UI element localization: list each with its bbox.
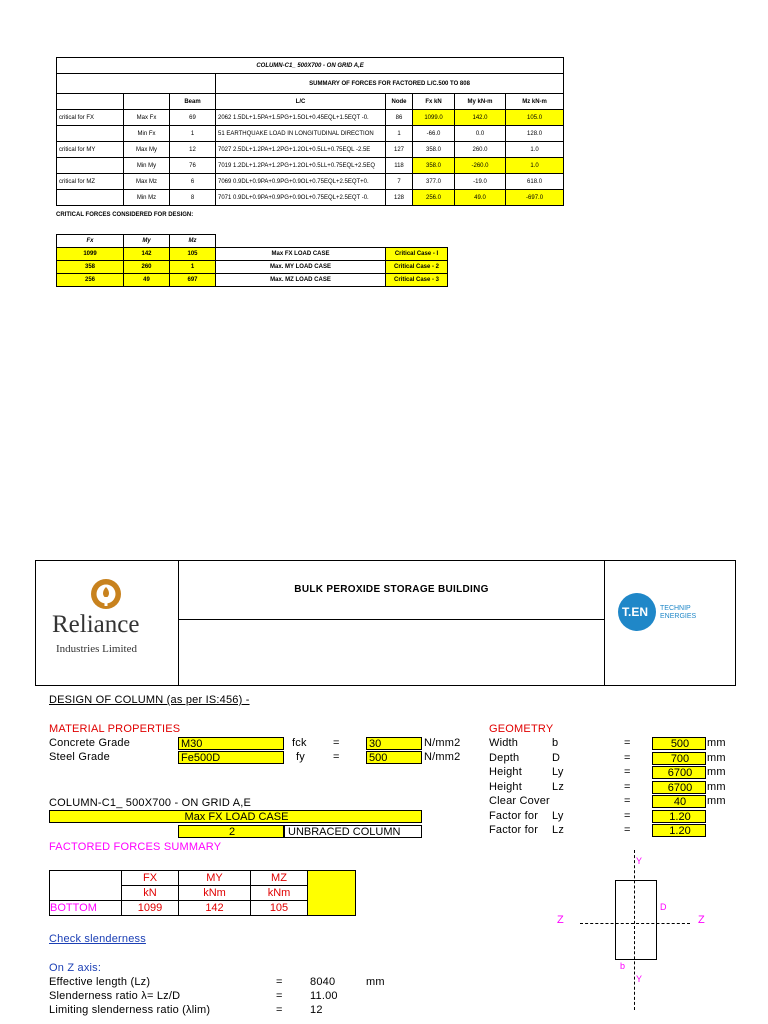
case-type-box: UNBRACED COLUMN xyxy=(284,825,422,838)
row-critical-label xyxy=(57,126,124,142)
geometry-label: Factor for xyxy=(489,824,539,836)
limiting-eq: = xyxy=(276,1004,283,1016)
effective-length-unit: mm xyxy=(366,976,385,988)
critical-load-label: Max. MZ LOAD CASE xyxy=(216,274,386,287)
header-beam: Beam xyxy=(170,94,216,110)
force-value-mz: 105 xyxy=(251,901,308,916)
row-mz: 128.0 xyxy=(506,126,564,142)
row-label-bottom: BOTTOM xyxy=(50,901,122,916)
row-type: Min Fx xyxy=(124,126,170,142)
geometry-eq: = xyxy=(624,780,631,793)
row-my: 0.0 xyxy=(455,126,506,142)
row-fx: -66.0 xyxy=(413,126,455,142)
critical-row xyxy=(57,261,448,274)
row-critical-label xyxy=(57,158,124,174)
concrete-grade-value[interactable]: M30 xyxy=(178,737,284,750)
geometry-value[interactable]: 1.20 xyxy=(652,824,706,837)
effective-length-eq: = xyxy=(276,976,283,988)
geometry-value[interactable]: 40 xyxy=(652,795,706,808)
z-left-label: Z xyxy=(557,914,564,926)
summary-title: COLUMN-C1_ 500X700 - ON GRID A,E xyxy=(57,58,564,74)
header-my: My kN-m xyxy=(455,94,506,110)
row-critical-label: critical for FX xyxy=(57,110,124,126)
material-title: MATERIAL PROPERTIES xyxy=(49,723,181,735)
company-subtitle: Industries Limited xyxy=(56,643,137,655)
axis-title: On Z axis: xyxy=(49,962,102,974)
reliance-emblem-icon xyxy=(89,577,123,611)
geometry-symbol: b xyxy=(552,737,559,749)
geometry-unit: mm xyxy=(707,766,726,778)
row-beam: 76 xyxy=(170,158,216,174)
y-top-label: Y xyxy=(636,856,643,866)
concrete-label: Concrete Grade xyxy=(49,737,131,749)
critical-load-label: Max. MY LOAD CASE xyxy=(216,261,386,274)
force-header-fx: FX xyxy=(122,871,179,886)
row-type: Max Fx xyxy=(124,110,170,126)
geometry-unit: mm xyxy=(707,795,726,807)
slenderness-value: 11.00 xyxy=(310,990,338,1002)
critical-case-label: Critical Case - 3 xyxy=(386,274,448,287)
technip-mark: T.EN xyxy=(622,605,649,619)
row-mz: -697.0 xyxy=(506,190,564,206)
critical-mz: 105 xyxy=(170,248,216,261)
critical-case-label: Critical Case - I xyxy=(386,248,448,261)
row-beam: 69 xyxy=(170,110,216,126)
row-my: 142.0 xyxy=(455,110,506,126)
force-value-my: 142 xyxy=(179,901,251,916)
row-type: Max Mz xyxy=(124,174,170,190)
geometry-label: Width xyxy=(489,737,519,749)
header-lc: L/C xyxy=(216,94,386,110)
y-bottom-label: Y xyxy=(636,974,643,984)
geometry-label: Height xyxy=(489,766,522,778)
row-load-combination: 7071 0.9DL+0.9PA+0.9PG+0.9OL+0.75EQL+2.5EQT -0. xyxy=(216,190,386,206)
geometry-unit: mm xyxy=(707,751,726,764)
row-mz: 1.0 xyxy=(506,158,564,174)
geometry-unit: mm xyxy=(707,737,726,749)
force-unit-my: kNm xyxy=(179,886,251,901)
fck-value[interactable]: 30 xyxy=(366,737,422,750)
row-my: 260.0 xyxy=(455,142,506,158)
row-mz: 1.0 xyxy=(506,142,564,158)
title-block xyxy=(35,560,736,686)
fck-unit: N/mm2 xyxy=(424,737,461,749)
row-fx: 377.0 xyxy=(413,174,455,190)
factored-forces-table xyxy=(49,870,356,916)
geometry-symbol: D xyxy=(552,751,561,764)
header-node: Node xyxy=(386,94,413,110)
effective-length-label: Effective length (Lz) xyxy=(49,976,151,988)
row-load-combination: 2062 1.5DL+1.5PA+1.5PG+1.5OL+0.45EQL+1.5EQT -0. xyxy=(216,110,386,126)
row-fx: 256.0 xyxy=(413,190,455,206)
geometry-value[interactable]: 700 xyxy=(652,752,706,765)
project-title: BULK PEROXIDE STORAGE BUILDING xyxy=(294,584,489,595)
reliance-logo xyxy=(36,561,178,685)
slenderness-eq: = xyxy=(276,990,283,1002)
force-unit-fx: kN xyxy=(122,886,179,901)
fy-eq: = xyxy=(333,751,340,763)
geometry-symbol: Ly xyxy=(552,809,564,822)
row-type: Max My xyxy=(124,142,170,158)
header-fx: Fx kN xyxy=(413,94,455,110)
row-fx: 358.0 xyxy=(413,158,455,174)
force-header-my: MY xyxy=(179,871,251,886)
summary-row xyxy=(57,174,564,190)
geometry-eq: = xyxy=(624,809,631,822)
critical-row xyxy=(57,248,448,261)
row-beam: 8 xyxy=(170,190,216,206)
fck-eq: = xyxy=(333,737,340,749)
critical-title: CRITICAL FORCES CONSIDERED FOR DESIGN: xyxy=(56,212,194,218)
geometry-label: Factor for xyxy=(489,809,539,822)
load-case-box[interactable]: Max FX LOAD CASE xyxy=(49,810,422,823)
row-critical-label xyxy=(57,190,124,206)
row-load-combination: 7027 2.5DL+1.2PA+1.2PG+1.2OL+0.5LL+0.75EQL -2.5E xyxy=(216,142,386,158)
row-my: -260.0 xyxy=(455,158,506,174)
critical-mz: 1 xyxy=(170,261,216,274)
case-number-box[interactable]: 2 xyxy=(178,825,284,838)
geometry-value[interactable]: 1.20 xyxy=(652,810,706,823)
critical-row xyxy=(57,274,448,287)
row-node: 128 xyxy=(386,190,413,206)
geometry-eq: = xyxy=(624,795,631,807)
geometry-eq: = xyxy=(624,766,631,778)
row-type: Min My xyxy=(124,158,170,174)
steel-label: Steel Grade xyxy=(49,751,110,763)
geometry-unit: mm xyxy=(707,780,726,793)
critical-my: 260 xyxy=(124,261,170,274)
row-critical-label: critical for MZ xyxy=(57,174,124,190)
design-title: DESIGN OF COLUMN (as per IS:456) - xyxy=(49,694,250,706)
critical-fx: 1099 xyxy=(57,248,124,261)
geometry-symbol: Lz xyxy=(552,824,565,836)
critical-load-label: Max FX LOAD CASE xyxy=(216,248,386,261)
width-label: b xyxy=(620,961,626,971)
critical-case-label: Critical Case - 2 xyxy=(386,261,448,274)
geometry-symbol: Ly xyxy=(552,766,564,778)
geometry-title: GEOMETRY xyxy=(489,723,554,735)
summary-subtitle: SUMMARY OF FORCES FOR FACTORED L/C.500 TO 808 xyxy=(216,74,564,94)
row-node: 118 xyxy=(386,158,413,174)
check-slenderness-link[interactable]: Check slenderness xyxy=(49,933,146,945)
row-fx: 1099.0 xyxy=(413,110,455,126)
summary-row xyxy=(57,158,564,174)
steel-grade-value[interactable]: Fe500D xyxy=(178,751,284,764)
column-section-rect xyxy=(615,880,657,960)
geometry-symbol: Lz xyxy=(552,780,565,793)
critical-my: 49 xyxy=(124,274,170,287)
geometry-eq: = xyxy=(624,824,631,836)
z-right-label: Z xyxy=(698,914,705,926)
geometry-value[interactable]: 6700 xyxy=(652,766,706,779)
force-unit-mz: kNm xyxy=(251,886,308,901)
geometry-value[interactable]: 6700 xyxy=(652,781,706,794)
row-beam: 6 xyxy=(170,174,216,190)
fy-unit: N/mm2 xyxy=(424,751,461,763)
depth-label: D xyxy=(660,902,667,912)
crit-header-my: My xyxy=(124,235,170,248)
section-diagram xyxy=(550,850,740,1020)
summary-row xyxy=(57,126,564,142)
row-fx: 358.0 xyxy=(413,142,455,158)
geometry-label: Depth xyxy=(489,751,520,764)
slenderness-label: Slenderness ratio λ= Lz/D xyxy=(49,990,181,1002)
column-label: COLUMN-C1_ 500X700 - ON GRID A,E xyxy=(49,797,252,809)
crit-header-fx: Fx xyxy=(57,235,124,248)
fck-label: fck xyxy=(292,737,307,749)
geometry-eq: = xyxy=(624,751,631,764)
row-node: 86 xyxy=(386,110,413,126)
forces-title: FACTORED FORCES SUMMARY xyxy=(49,841,222,853)
fy-label: fy xyxy=(296,751,305,763)
row-load-combination: 7019 1.2DL+1.2PA+1.2PG+1.2OL+0.5LL+0.75EQL+2.5EQ xyxy=(216,158,386,174)
row-load-combination: 7069 0.9DL+0.9PA+0.9PG+0.9OL+0.75EQL+2.5EQT+0. xyxy=(216,174,386,190)
row-mz: 618.0 xyxy=(506,174,564,190)
summary-row xyxy=(57,110,564,126)
summary-row xyxy=(57,142,564,158)
row-beam: 12 xyxy=(170,142,216,158)
geometry-eq: = xyxy=(624,737,631,749)
limiting-value: 12 xyxy=(310,1004,323,1016)
row-my: 49.0 xyxy=(455,190,506,206)
row-critical-label: critical for MY xyxy=(57,142,124,158)
row-node: 127 xyxy=(386,142,413,158)
row-my: -19.0 xyxy=(455,174,506,190)
row-type: Min Mz xyxy=(124,190,170,206)
geometry-value[interactable]: 500 xyxy=(652,737,706,750)
row-load-combination: 51 EARTHQUAKE LOAD IN LONGITUDINAL DIRECTION xyxy=(216,126,386,142)
crit-header-mz: Mz xyxy=(170,235,216,248)
summary-row xyxy=(57,190,564,206)
row-node: 1 xyxy=(386,126,413,142)
row-node: 7 xyxy=(386,174,413,190)
row-beam: 1 xyxy=(170,126,216,142)
geometry-label: Height xyxy=(489,780,522,793)
effective-length-value: 8040 xyxy=(310,976,336,988)
critical-my: 142 xyxy=(124,248,170,261)
critical-fx: 358 xyxy=(57,261,124,274)
header-mz: Mz kN-m xyxy=(506,94,564,110)
forces-summary-table xyxy=(56,57,564,206)
technip-name-2: ENERGIES xyxy=(660,613,697,620)
critical-forces-table xyxy=(56,234,448,287)
row-mz: 105.0 xyxy=(506,110,564,126)
limiting-label: Limiting slenderness ratio (λlim) xyxy=(49,1004,211,1016)
geometry-label: Clear Cover xyxy=(489,795,550,807)
critical-fx: 256 xyxy=(57,274,124,287)
force-value-fx: 1099 xyxy=(122,901,179,916)
fy-value[interactable]: 500 xyxy=(366,751,422,764)
technip-name-1: TECHNIP xyxy=(660,605,691,612)
company-name: Reliance xyxy=(52,611,140,638)
force-header-mz: MZ xyxy=(251,871,308,886)
critical-mz: 697 xyxy=(170,274,216,287)
